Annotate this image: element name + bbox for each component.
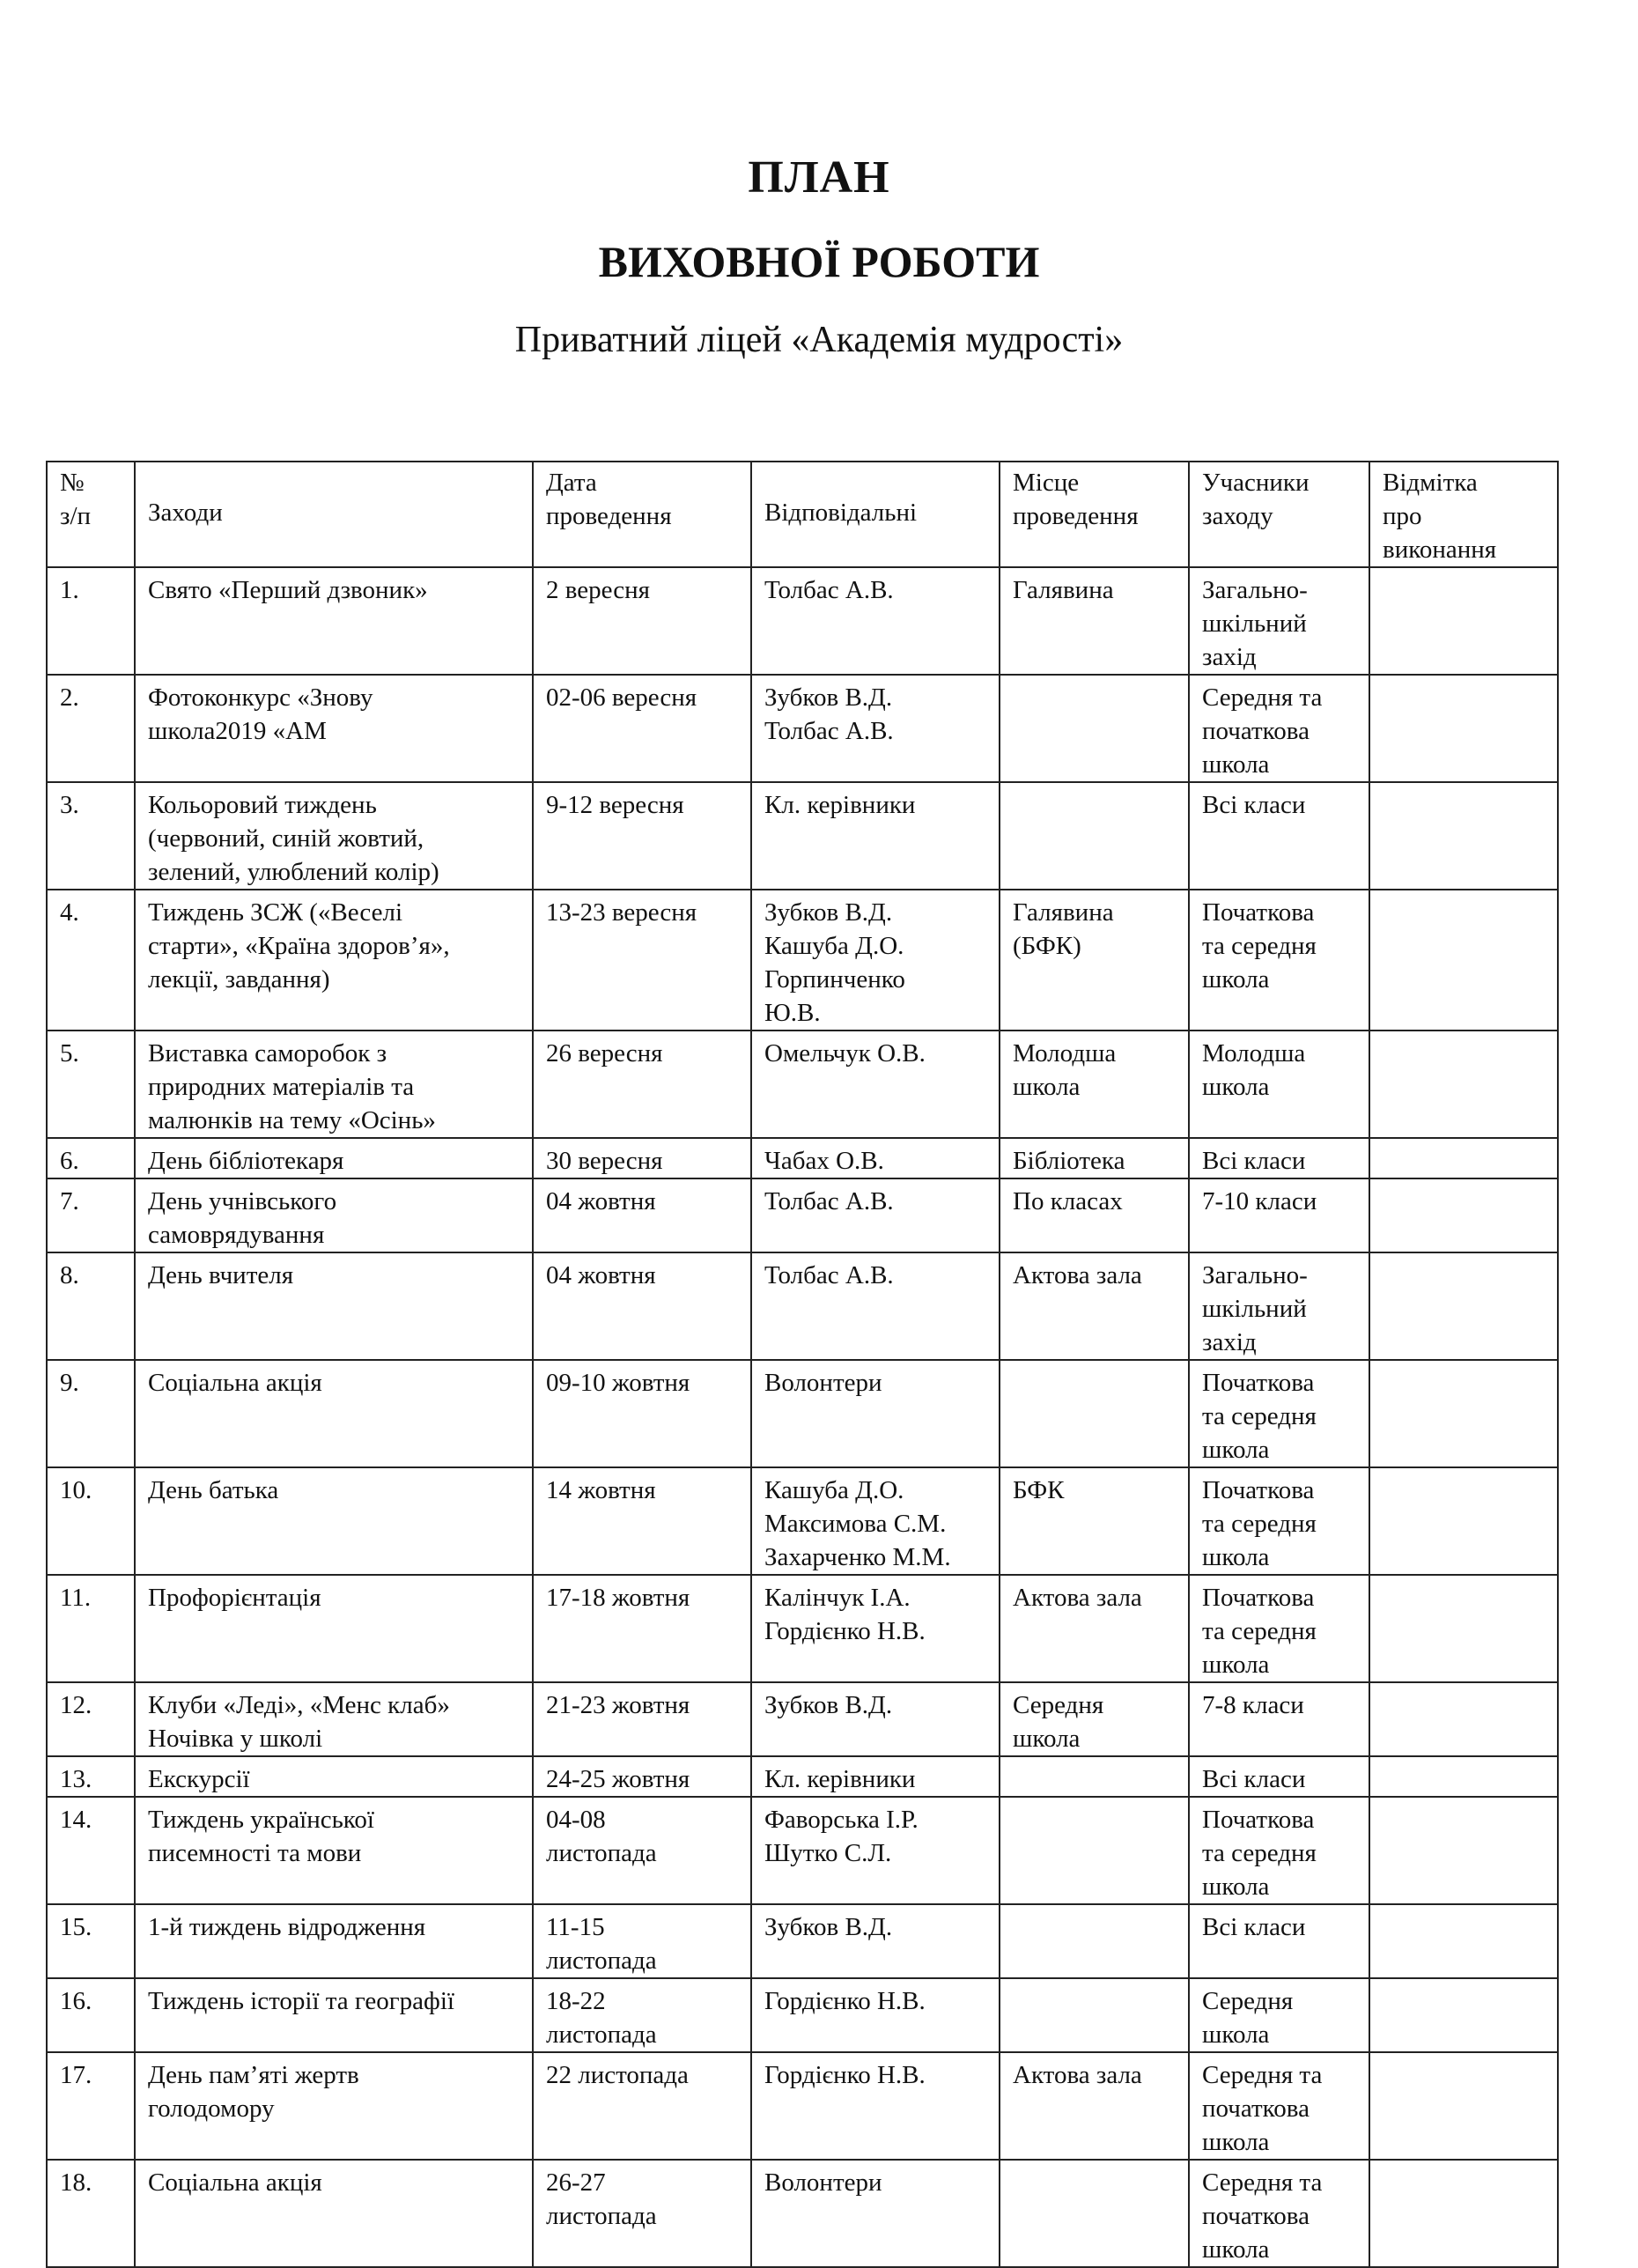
cell-responsible: Гордієнко Н.В. — [751, 2052, 1000, 2160]
cell-date: 26-27 листопада — [533, 2160, 751, 2267]
table-row — [47, 1904, 1558, 1978]
cell-number: 12. — [47, 1682, 135, 1756]
cell-date: 04-08 листопада — [533, 1797, 751, 1904]
cell-date: 2 вересня — [533, 567, 751, 675]
cell-place: Галявина (БФК) — [1000, 890, 1189, 1031]
cell-event: Екскурсії — [135, 1756, 533, 1797]
table-body — [47, 567, 1558, 2267]
table-row — [47, 1031, 1558, 1138]
table-row — [47, 2052, 1558, 2160]
cell-number: 15. — [47, 1904, 135, 1978]
cell-place: Молодша школа — [1000, 1031, 1189, 1138]
cell-number: 8. — [47, 1252, 135, 1360]
cell-event: 1-й тиждень відродження — [135, 1904, 533, 1978]
cell-participants: Середня та початкова школа — [1189, 2052, 1369, 2160]
cell-mark — [1369, 1252, 1558, 1360]
cell-date: 18-22 листопада — [533, 1978, 751, 2052]
cell-responsible: Толбас А.В. — [751, 1178, 1000, 1252]
column-header-events: Заходи — [135, 462, 533, 567]
table-row — [47, 1756, 1558, 1797]
cell-number: 1. — [47, 567, 135, 675]
table-header-row — [47, 462, 1558, 567]
plan-table — [46, 461, 1559, 2268]
cell-event: День пам’яті жертв голодомору — [135, 2052, 533, 2160]
column-header-mark: Відмітка про виконання — [1369, 462, 1558, 567]
cell-event: Клуби «Леді», «Менс клаб» Ночівка у школі — [135, 1682, 533, 1756]
cell-participants: Початкова та середня школа — [1189, 1575, 1369, 1682]
table-row — [47, 1138, 1558, 1178]
cell-event: День батька — [135, 1467, 533, 1575]
cell-responsible: Кл. керівники — [751, 1756, 1000, 1797]
cell-place: Бібліотека — [1000, 1138, 1189, 1178]
table-row — [47, 2160, 1558, 2267]
cell-participants: Початкова та середня школа — [1189, 1467, 1369, 1575]
cell-number: 2. — [47, 675, 135, 782]
cell-responsible: Волонтери — [751, 2160, 1000, 2267]
cell-participants: Всі класи — [1189, 1138, 1369, 1178]
cell-responsible: Кл. керівники — [751, 782, 1000, 890]
table-row — [47, 1575, 1558, 1682]
cell-date: 09-10 жовтня — [533, 1360, 751, 1467]
cell-event: Тиждень історії та географії — [135, 1978, 533, 2052]
cell-participants: Початкова та середня школа — [1189, 1797, 1369, 1904]
cell-date: 04 жовтня — [533, 1178, 751, 1252]
cell-mark — [1369, 1978, 1558, 2052]
cell-participants: Всі класи — [1189, 1904, 1369, 1978]
cell-event: Соціальна акція — [135, 1360, 533, 1467]
cell-mark — [1369, 675, 1558, 782]
cell-number: 14. — [47, 1797, 135, 1904]
cell-date: 17-18 жовтня — [533, 1575, 751, 1682]
cell-date: 24-25 жовтня — [533, 1756, 751, 1797]
cell-responsible: Кашуба Д.О. Максимова С.М. Захарченко М.М. — [751, 1467, 1000, 1575]
cell-participants: Загально- шкільний захід — [1189, 1252, 1369, 1360]
cell-responsible: Омельчук О.В. — [751, 1031, 1000, 1138]
column-header-place: Місце проведення — [1000, 462, 1189, 567]
cell-responsible: Зубков В.Д. Кашуба Д.О. Горпинченко Ю.В. — [751, 890, 1000, 1031]
cell-event: Тиждень ЗСЖ («Веселі старти», «Країна здоров’я», лекції, завдання) — [135, 890, 533, 1031]
cell-date: 13-23 вересня — [533, 890, 751, 1031]
cell-number: 7. — [47, 1178, 135, 1252]
cell-date: 04 жовтня — [533, 1252, 751, 1360]
cell-mark — [1369, 1360, 1558, 1467]
cell-mark — [1369, 1904, 1558, 1978]
cell-event: Кольоровий тиждень (червоний, синій жовтий, зелений, улюблений колір) — [135, 782, 533, 890]
cell-responsible: Гордієнко Н.В. — [751, 1978, 1000, 2052]
cell-mark — [1369, 1178, 1558, 1252]
table-row — [47, 1252, 1558, 1360]
table-row — [47, 782, 1558, 890]
cell-date: 11-15 листопада — [533, 1904, 751, 1978]
cell-participants: Всі класи — [1189, 1756, 1369, 1797]
cell-responsible: Зубков В.Д. — [751, 1904, 1000, 1978]
cell-event: День учнівського самоврядування — [135, 1178, 533, 1252]
cell-event: День бібліотекаря — [135, 1138, 533, 1178]
cell-date: 9-12 вересня — [533, 782, 751, 890]
cell-mark — [1369, 1756, 1558, 1797]
cell-date: 30 вересня — [533, 1138, 751, 1178]
table-row — [47, 567, 1558, 675]
cell-mark — [1369, 2052, 1558, 2160]
cell-place — [1000, 1978, 1189, 2052]
cell-place: БФК — [1000, 1467, 1189, 1575]
cell-place: Середня школа — [1000, 1682, 1189, 1756]
column-header-participants: Учасники заходу — [1189, 462, 1369, 567]
cell-date: 02-06 вересня — [533, 675, 751, 782]
table-row — [47, 675, 1558, 782]
cell-participants: Середня та початкова школа — [1189, 2160, 1369, 2267]
column-header-date: Дата проведення — [533, 462, 751, 567]
cell-place — [1000, 1360, 1189, 1467]
cell-place: По класах — [1000, 1178, 1189, 1252]
cell-responsible: Зубков В.Д. — [751, 1682, 1000, 1756]
cell-mark — [1369, 1138, 1558, 1178]
table-row — [47, 1360, 1558, 1467]
cell-place: Актова зала — [1000, 1252, 1189, 1360]
cell-event: Соціальна акція — [135, 2160, 533, 2267]
cell-place — [1000, 1756, 1189, 1797]
cell-place — [1000, 2160, 1189, 2267]
cell-responsible: Зубков В.Д. Толбас А.В. — [751, 675, 1000, 782]
cell-mark — [1369, 1467, 1558, 1575]
cell-event: Тиждень української писемності та мови — [135, 1797, 533, 1904]
cell-number: 4. — [47, 890, 135, 1031]
cell-place: Актова зала — [1000, 2052, 1189, 2160]
document-title-line2: ВИХОВНОЇ РОБОТИ — [598, 237, 1040, 286]
cell-mark — [1369, 2160, 1558, 2267]
cell-number: 5. — [47, 1031, 135, 1138]
cell-event: Профорієнтація — [135, 1575, 533, 1682]
cell-responsible: Волонтери — [751, 1360, 1000, 1467]
cell-number: 10. — [47, 1467, 135, 1575]
table-row — [47, 1467, 1558, 1575]
cell-number: 18. — [47, 2160, 135, 2267]
cell-mark — [1369, 782, 1558, 890]
table-row — [47, 890, 1558, 1031]
cell-date: 14 жовтня — [533, 1467, 751, 1575]
cell-event: Виставка саморобок з природних матеріалів та малюнків на тему «Осінь» — [135, 1031, 533, 1138]
cell-event: Фотоконкурс «Знову школа2019 «АМ — [135, 675, 533, 782]
table-row — [47, 1978, 1558, 2052]
cell-participants: 7-8 класи — [1189, 1682, 1369, 1756]
cell-number: 17. — [47, 2052, 135, 2160]
cell-mark — [1369, 890, 1558, 1031]
cell-participants: Молодша школа — [1189, 1031, 1369, 1138]
cell-mark — [1369, 1031, 1558, 1138]
cell-responsible: Толбас А.В. — [751, 1252, 1000, 1360]
cell-place — [1000, 675, 1189, 782]
document-title: ПЛАН — [748, 152, 890, 203]
cell-mark — [1369, 1575, 1558, 1682]
cell-responsible: Чабах О.В. — [751, 1138, 1000, 1178]
cell-responsible: Калінчук І.А. Гордієнко Н.В. — [751, 1575, 1000, 1682]
cell-mark — [1369, 1797, 1558, 1904]
cell-mark — [1369, 1682, 1558, 1756]
cell-place: Актова зала — [1000, 1575, 1189, 1682]
cell-date: 21-23 жовтня — [533, 1682, 751, 1756]
cell-number: 16. — [47, 1978, 135, 2052]
cell-participants: 7-10 класи — [1189, 1178, 1369, 1252]
document-subtitle: Приватний ліцей «Академія мудрості» — [514, 320, 1124, 360]
cell-event: Свято «Перший дзвоник» — [135, 567, 533, 675]
cell-participants: Всі класи — [1189, 782, 1369, 890]
column-header-responsible: Відповідальні — [751, 462, 1000, 567]
cell-number: 6. — [47, 1138, 135, 1178]
cell-responsible: Толбас А.В. — [751, 567, 1000, 675]
cell-place: Галявина — [1000, 567, 1189, 675]
cell-place — [1000, 1904, 1189, 1978]
cell-number: 3. — [47, 782, 135, 890]
cell-responsible: Фаворська І.Р. Шутко С.Л. — [751, 1797, 1000, 1904]
cell-participants: Середня та початкова школа — [1189, 675, 1369, 782]
cell-date: 26 вересня — [533, 1031, 751, 1138]
table-row — [47, 1797, 1558, 1904]
cell-participants: Загально- шкільний захід — [1189, 567, 1369, 675]
cell-participants: Середня школа — [1189, 1978, 1369, 2052]
cell-number: 11. — [47, 1575, 135, 1682]
cell-mark — [1369, 567, 1558, 675]
cell-number: 13. — [47, 1756, 135, 1797]
cell-participants: Початкова та середня школа — [1189, 890, 1369, 1031]
table-row — [47, 1682, 1558, 1756]
cell-place — [1000, 1797, 1189, 1904]
cell-participants: Початкова та середня школа — [1189, 1360, 1369, 1467]
table-row — [47, 1178, 1558, 1252]
cell-event: День вчителя — [135, 1252, 533, 1360]
cell-date: 22 листопада — [533, 2052, 751, 2160]
cell-number: 9. — [47, 1360, 135, 1467]
column-header-number: № з/п — [47, 462, 135, 567]
cell-place — [1000, 782, 1189, 890]
